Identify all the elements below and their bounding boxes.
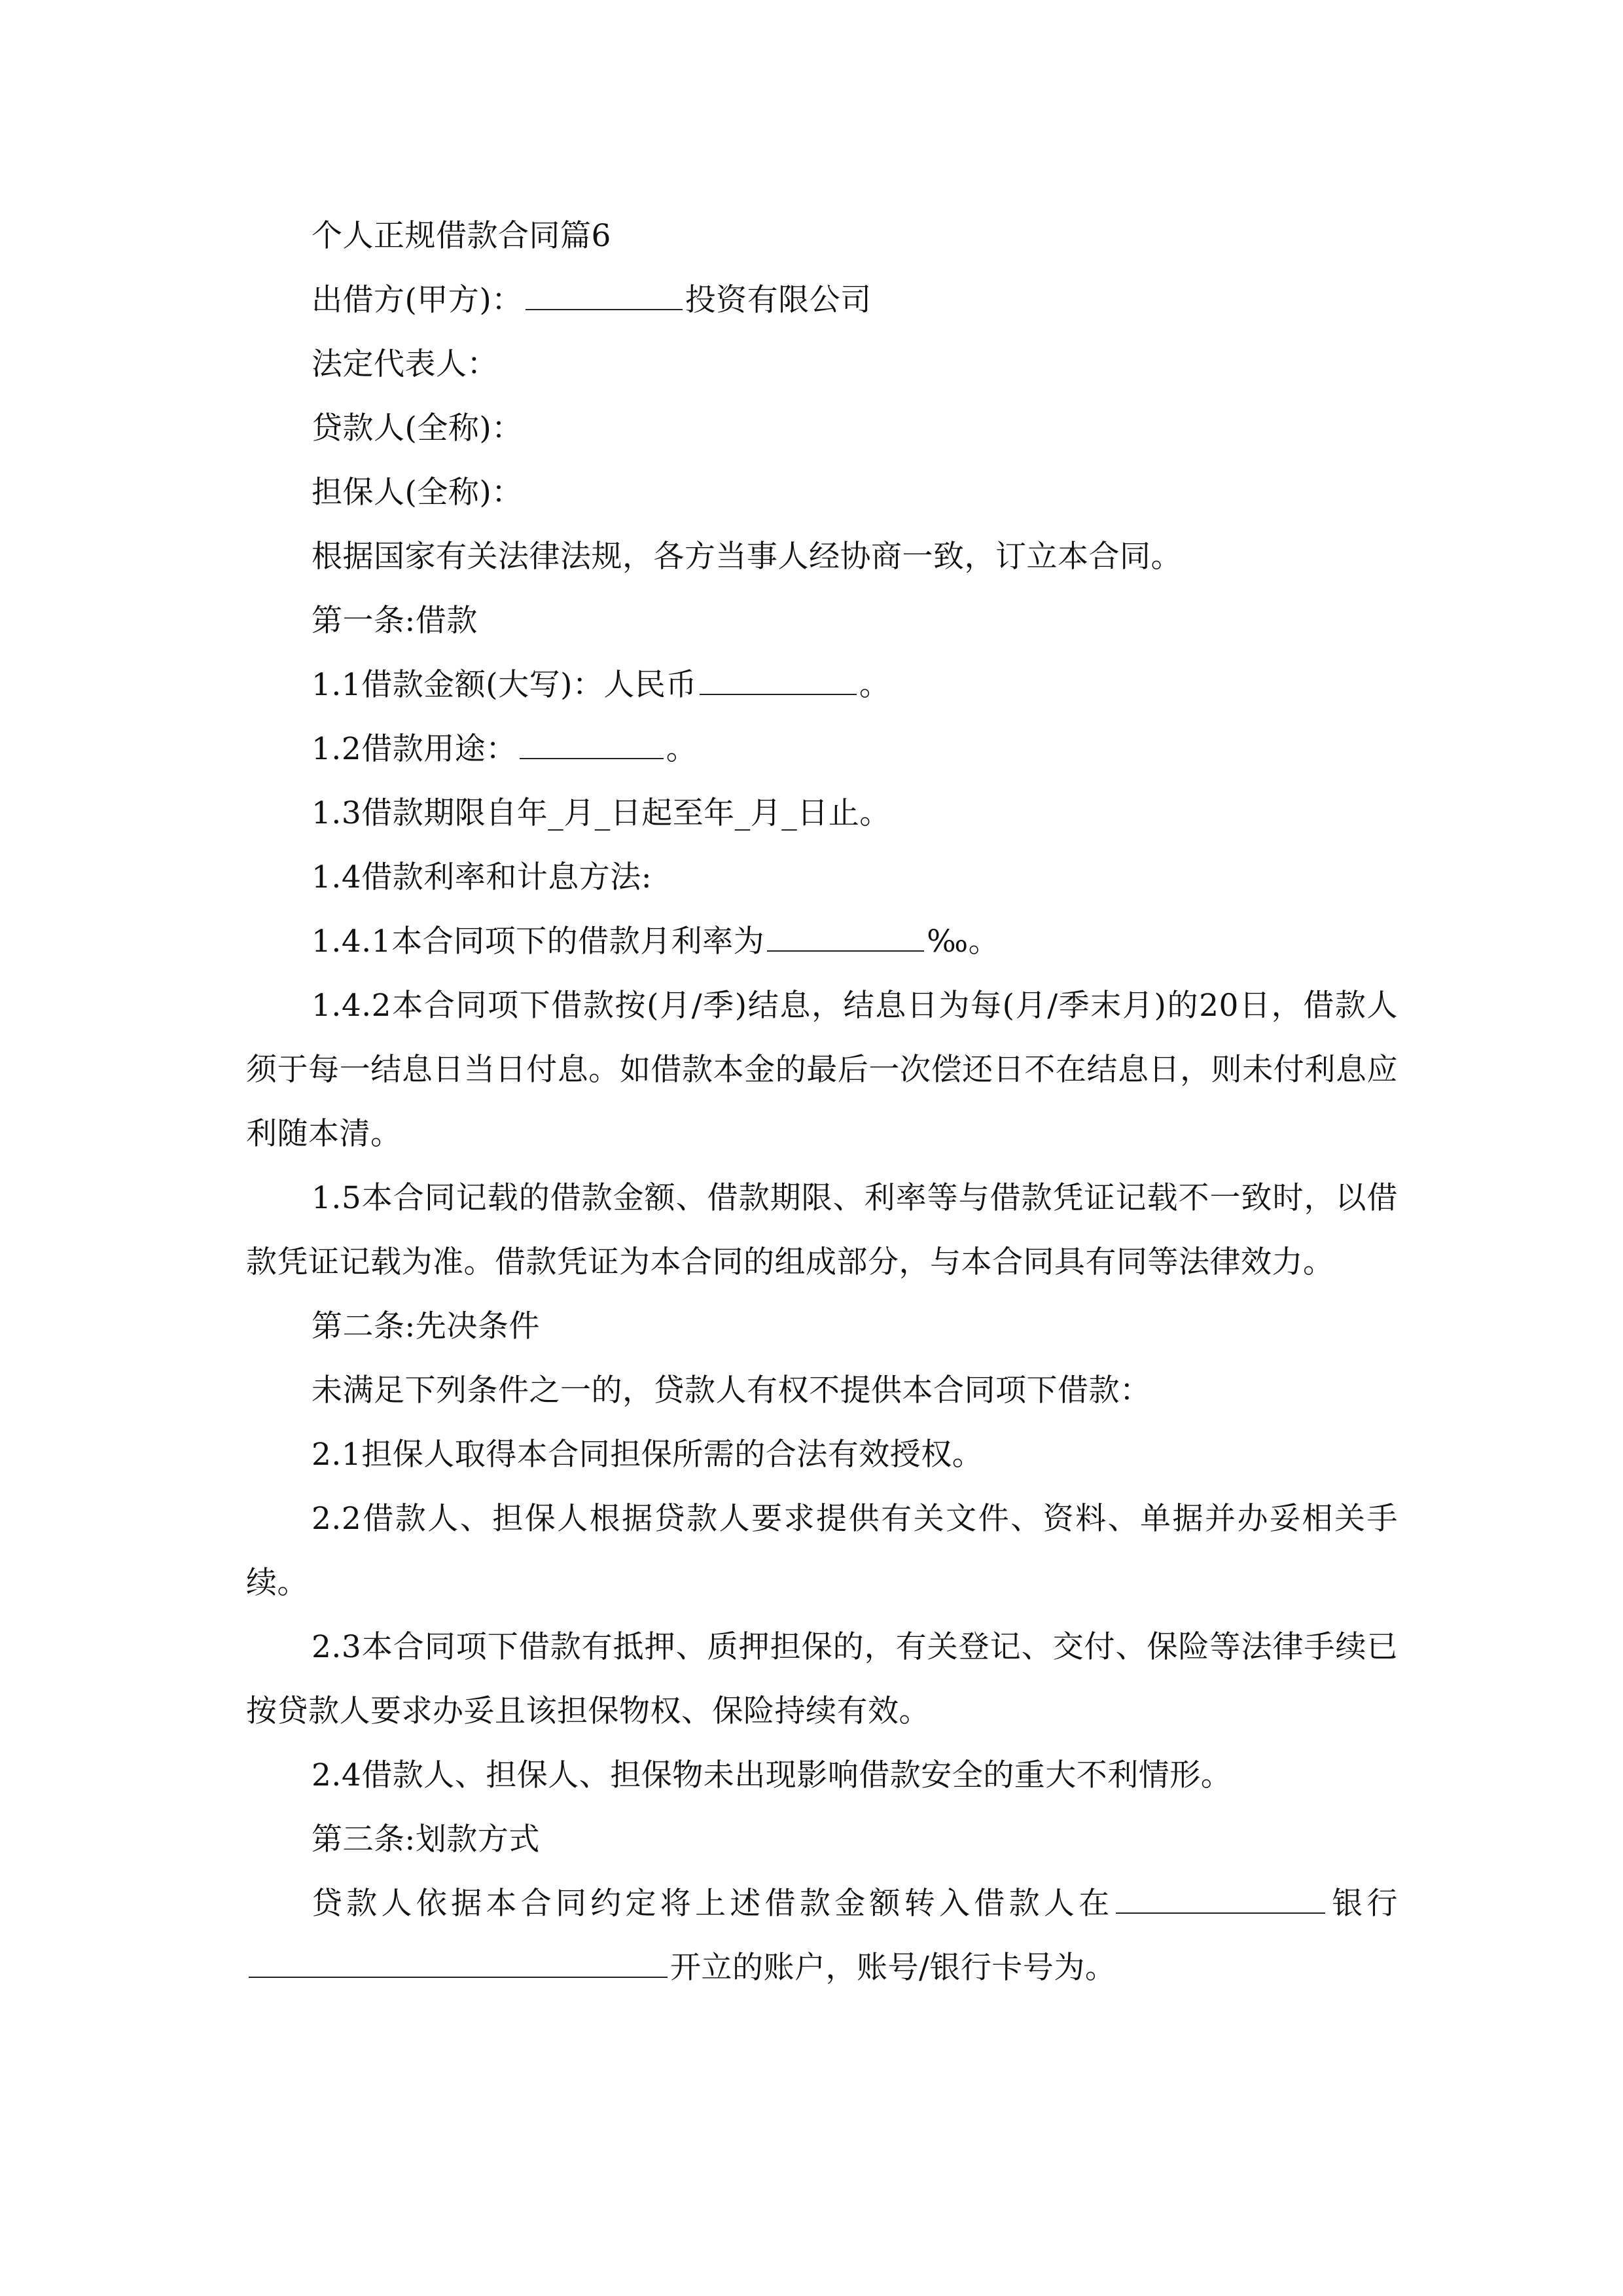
clause-1-2-text: 1.2借款用途： xyxy=(312,731,517,767)
lender-suffix: 投资有限公司 xyxy=(685,282,872,318)
clause-1-5: 1.5本合同记载的借款金额、借款期限、利率等与借款凭证记载不一致时，以借款凭证记载为准。借款凭证为本合同的组成部分，与本合同具有同等法律效力。 xyxy=(246,1180,1398,1280)
article-1-title: 第一条:借款 xyxy=(312,603,478,639)
clause-1-1-text: 1.1借款金额(大写)：人民币 xyxy=(312,667,697,703)
clause-1-3: 1.3借款期限自年_月_日起至年_月_日止。 xyxy=(312,795,891,831)
clause-2-1: 2.1担保人取得本合同担保所需的合法有效授权。 xyxy=(312,1437,984,1473)
clause-1-4: 1.4借款利率和计息方法: xyxy=(312,859,652,895)
clause-1-2-end: 。 xyxy=(666,731,698,767)
article-3-bank: 银行 xyxy=(1328,1886,1399,1922)
clause-1-4-2: 1.4.2本合同项下借款按(月/季)结息，结息日为每(月/季末月)的20日，借款人须于每一结息日当日付息。如借款本金的最后一次偿还日不在结息日，则未付利息应利随本清。 xyxy=(246,988,1398,1152)
preamble: 根据国家有关法律法规，各方当事人经协商一致，订立本合同。 xyxy=(312,539,1182,575)
lender-line xyxy=(246,268,1398,332)
clause-1-1 xyxy=(246,653,1398,717)
borrower-line: 贷款人(全称)： xyxy=(312,410,523,446)
clause-1-4-1-end: ‰。 xyxy=(927,924,1000,960)
clause-1-2 xyxy=(246,717,1398,781)
clause-2-2: 2.2借款人、担保人根据贷款人要求提供有关文件、资料、单据并办妥相关手续。 xyxy=(246,1501,1398,1601)
contract-body xyxy=(246,204,1398,2000)
clause-1-4-1-text: 1.4.1本合同项下的借款月利率为 xyxy=(312,924,765,960)
branch-blank xyxy=(249,1950,668,1978)
article-2-intro: 未满足下列条件之一的，贷款人有权不提供本合同项下借款： xyxy=(312,1372,1151,1408)
bank-name-blank xyxy=(1116,1886,1325,1914)
rate-blank xyxy=(767,924,924,952)
purpose-blank xyxy=(520,732,664,759)
clause-2-4: 2.4借款人、担保人、担保物未出现影响借款安全的重大不利情形。 xyxy=(312,1757,1232,1793)
clause-2-3: 2.3本合同项下借款有抵押、质押担保的，有关登记、交付、保险等法律手续已按贷款人要求办妥且该担保物权、保险持续有效。 xyxy=(246,1629,1398,1729)
amount-blank xyxy=(700,668,857,695)
article-3-prefix: 贷款人依据本合同约定将上述借款金额转入借款人在 xyxy=(312,1886,1114,1922)
clause-1-1-end: 。 xyxy=(859,667,891,703)
lender-label: 出借方(甲方)： xyxy=(312,282,523,318)
document-title: 个人正规借款合同篇6 xyxy=(312,218,611,254)
article-2-title: 第二条:先决条件 xyxy=(312,1308,540,1344)
article-3-title: 第三条:划款方式 xyxy=(312,1821,540,1857)
clause-1-4-1 xyxy=(246,910,1398,974)
guarantor-line: 担保人(全称)： xyxy=(312,475,523,511)
legal-rep-line: 法定代表人： xyxy=(312,346,498,382)
lender-name-blank xyxy=(526,283,683,310)
article-3-suffix: 开立的账户，账号/银行卡号为。 xyxy=(670,1950,1116,1986)
article-3-text xyxy=(246,1872,1398,2000)
